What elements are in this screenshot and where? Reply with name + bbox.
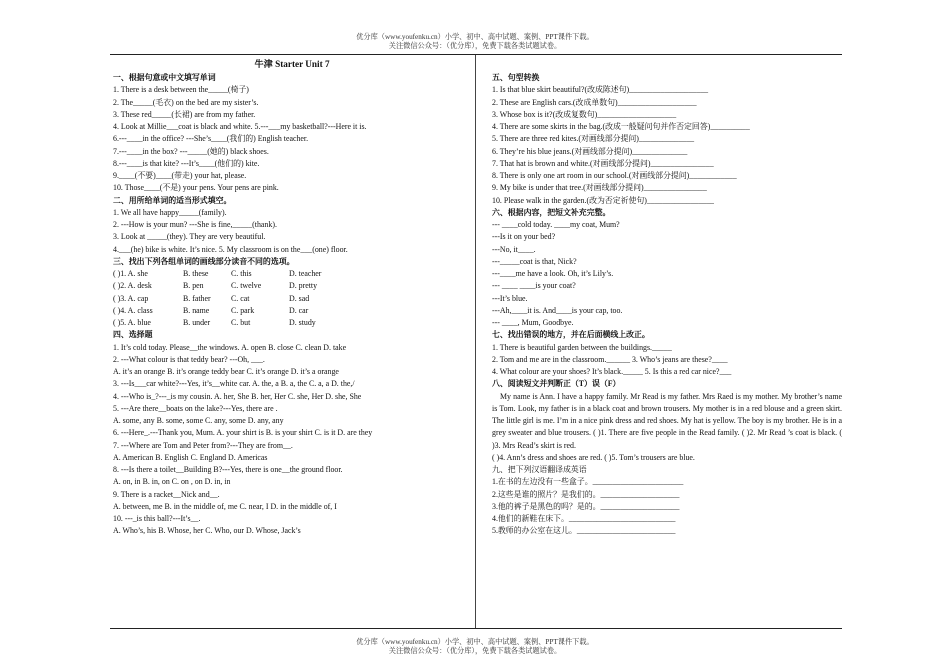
question-line: 5. There are three red kites.(对画线部分提问)______________ <box>492 134 695 144</box>
question-line: A. some, any B. some, some C. any, some D. any, any <box>113 416 284 425</box>
translation-line: 5.教师的办公室在这儿。_________________________ <box>492 526 676 536</box>
column-divider <box>475 55 476 628</box>
phonics-option: D. study <box>289 318 316 327</box>
question-line: 1. We all have happy_____(family). <box>113 207 227 217</box>
phonics-option: ( )3. A. cap <box>113 293 149 303</box>
phonics-option: C. cat <box>231 293 250 303</box>
phonics-option: ( )4. A. class <box>113 305 153 315</box>
section-7-title: 七、找出错误的地方，并在后面横线上改正。 <box>492 330 650 340</box>
dialogue-line: ---_____coat is that, Nick? <box>492 256 577 266</box>
phonics-option: ( )2. A. desk <box>113 281 152 291</box>
phonics-row <box>113 280 471 292</box>
phonics-option: ( )1. A. she <box>113 269 148 278</box>
question-line: 2. Tom and me are in the classroom.______ 3. Who’s jeans are these?____ <box>492 354 728 364</box>
question-line: 7. That hat is brown and white.(对画线部分提问)________________ <box>492 158 714 168</box>
question-line: 3. ---Is___car white?---Yes, it’s__white car. A. the, a B. a, the C. a, a D. the,/ <box>113 379 355 389</box>
question-line: 9. My bike is under that tree.(对画线部分提问)________________ <box>492 183 707 193</box>
question-line: 9.____(不要)____(带走) your hat, please. <box>113 171 247 180</box>
question-line: 8.---____is that kite? ---It’s____(他们的) kite. <box>113 158 260 168</box>
reading-passage: My name is Ann. I have a happy family. Mr Read is my father. Mrs Raed is my mother. My brother’s name is Tom. Look, my father is in a black coat and brown trousers. My mother is in a red blouse and a green skirt. The little girl is me. I’m in a nice pink dress and red shoes. My hat is yellow. The boy is my brother. He is in a grey sweater and blue trousers. ( )1. There are five people in the Read family. ( )2. Mr Read ’s coat is black. ( )3. Mrs Read’s skirt is red. <box>492 391 842 450</box>
section-5-title: 五、句型转换 <box>492 73 540 82</box>
phonics-option: D. pretty <box>289 281 318 291</box>
section-5-list <box>492 84 842 207</box>
page-header <box>0 33 950 51</box>
question-line: 8. There is only one art room in our school.(对画线部分提问)____________ <box>492 171 737 180</box>
question-line: 2. These are English cars.(改成单数句)____________________ <box>492 97 697 107</box>
section-1-list <box>113 84 471 194</box>
phonics-option: B. name <box>183 305 210 315</box>
question-line: 10. Please walk in the garden.(改为否定祈使句)_________________ <box>492 195 715 205</box>
footer-rule <box>110 628 842 629</box>
dialogue-line: --- ____ ____is your coat? <box>492 281 576 291</box>
question-line: 1. Is that blue skirt beautiful?(改成陈述句)____________________ <box>492 85 709 95</box>
translation-line: 1.在书的左边没有一些盒子。_______________________ <box>492 477 684 487</box>
question-line: 8. ---Is there a toilet__Building B?---Yes, there is one__the ground floor. <box>113 465 343 474</box>
question-line: A. on, in B. in, on C. on , on D. in, in <box>113 477 231 487</box>
header-line-2: 关注微信公众号：（优分库），免费下载各类试题试卷。 <box>388 42 562 50</box>
question-line: 3. Look at _____(they). They are very beautiful. <box>113 232 266 242</box>
phonics-option: D. car <box>289 305 309 315</box>
phonics-option: C. this <box>231 269 252 278</box>
question-line: 2. The_____(毛衣) on the bed are my sister’s. <box>113 97 259 107</box>
question-line: 1. It’s cold today. Please__the windows. A. open B. close C. clean D. take <box>113 342 347 352</box>
question-line: A. American B. English C. England D. Americas <box>113 452 268 462</box>
section-6-title: 六、根据内容，把短文补充完整。 <box>492 207 611 217</box>
question-line: 1. There is beautiful garden between the buildings._____ <box>492 342 672 352</box>
section-2-title: 二、用所给单词的适当形式填空。 <box>113 195 232 205</box>
section-2-list <box>113 207 471 256</box>
footer-line-1: 优分库（www.youfenku.cn）小学、初中、高中试题、案例、PPT课件下载。 <box>356 638 594 646</box>
section-1-title: 一、根据句意或中文填写单词 <box>113 73 216 82</box>
phonics-option: D. teacher <box>289 269 322 278</box>
section-3-list <box>113 268 471 329</box>
question-line: 6. They’re his blue jeans.(对画线部分提问)______________ <box>492 146 688 156</box>
dialogue-line: ---It’s blue. <box>492 293 528 303</box>
question-line: A. it’s an orange B. it’s orange teddy bear C. it’s orange D. it’s a orange <box>113 367 339 376</box>
question-line: 7.---____in the box? ---_____(她的) black shoes. <box>113 146 269 156</box>
question-line: 1. There is a desk between the_____(椅子) <box>113 85 249 95</box>
page-footer <box>0 638 950 656</box>
phonics-option: ( )5. A. blue <box>113 318 151 327</box>
reading-tail: ( )4. Ann’s dress and shoes are red. ( )5. Tom’s trousers are blue. <box>492 452 695 462</box>
translation-line: 2.这些是谁的照片？是我们的。____________________ <box>492 489 680 499</box>
phonics-option: B. pen <box>183 281 204 291</box>
question-line: 10. Those____(不是) your pens. Your pens are pink. <box>113 183 279 193</box>
section-9-title: 九、把下列汉语翻译成英语 <box>492 465 587 474</box>
dialogue-line: ---Ah,____it is. And____is your cap, too. <box>492 305 623 315</box>
question-line: 7. ---Where are Tom and Peter from?---They are from__. <box>113 440 293 450</box>
section-4-title: 四、选择题 <box>113 330 153 340</box>
phonics-option: C. but <box>231 318 251 327</box>
section-9-list <box>492 476 842 537</box>
section-6-list <box>492 219 842 329</box>
phonics-option: B. these <box>183 269 209 278</box>
question-line: 4. There are some skirts in the bag.(改成一般疑问句并作否定回答)__________ <box>492 122 750 131</box>
phonics-row <box>113 317 471 329</box>
phonics-option: B. under <box>183 318 211 327</box>
dialogue-line: ---____me have a look. Oh, it’s Lily’s. <box>492 269 614 278</box>
section-4-list <box>113 342 471 538</box>
phonics-option: D. sad <box>289 293 310 303</box>
dialogue-line: ---Is it on your bed? <box>492 232 556 242</box>
question-line: 10. ---_is this ball?---It’s__. <box>113 514 201 523</box>
question-line: 3. These red_____(长裙) are from my father. <box>113 109 256 119</box>
question-line: 4. Look at Millie___coat is black and white. 5.---___my basketball?---Here it is. <box>113 122 367 131</box>
question-line: 2. ---What colour is that teddy bear? ---Oh, ___. <box>113 354 265 364</box>
translation-line: 4.他们的新鞋在床下。___________________________ <box>492 514 676 523</box>
phonics-row <box>113 293 471 305</box>
question-line: 2. ---How is your mun? ---She is fine,_____(thank). <box>113 220 277 229</box>
footer-line-2: 关注微信公众号：（优分库），免费下载各类试题试卷。 <box>388 647 562 655</box>
question-line: 6.---____in the office? ---She’s____(我们的) English teacher. <box>113 134 309 144</box>
left-column <box>113 72 471 538</box>
question-line: 5. ---Are there__boats on the lake?---Yes, there are . <box>113 403 278 413</box>
question-line: 4. ---Who is_?---_is my cousin. A. her, She B. her, Her C. she, Her D. she, She <box>113 391 362 401</box>
question-line: 4. What colour are your shoes? It’s black._____ 5. Is this a red car nice?___ <box>492 367 732 376</box>
phonics-row <box>113 268 471 280</box>
question-line: A. Who’s, his B. Whose, her C. Who, our D. Whose, Jack’s <box>113 526 301 536</box>
phonics-option: B. father <box>183 293 211 303</box>
page-title: 牛津 Starter Unit 7 <box>254 59 330 69</box>
translation-line: 3.他的裤子是黑色的吗？是的。____________________ <box>492 501 680 511</box>
dialogue-line: --- ____cold today. ____my coat, Mum? <box>492 220 620 229</box>
phonics-option: C. park <box>231 305 255 315</box>
phonics-option: C. twelve <box>231 281 262 291</box>
section-3-title: 三、找出下列各组单词的画线部分读音不同的选项。 <box>113 256 295 266</box>
title-wrap <box>113 58 471 71</box>
header-rule <box>110 54 842 55</box>
question-line: 4.___(he) bike is white. It’s nice. 5. My classroom is on the___(one) floor. <box>113 244 348 254</box>
right-column <box>492 72 842 538</box>
dialogue-line: --- ____, Mum, Goodbye. <box>492 318 574 327</box>
phonics-row <box>113 305 471 317</box>
dialogue-line: ---No, it____. <box>492 244 536 254</box>
question-line: 3. Whose box is it?(改成复数句)____________________ <box>492 109 677 119</box>
question-line: 9. There is a racket__Nick and__. <box>113 489 220 499</box>
question-line: A. between, me B. in the middle of, me C. near, I D. in the middle of, I <box>113 501 337 511</box>
header-line-1: 优分库（www.youfenku.cn）小学、初中、高中试题、案例、PPT课件下载。 <box>356 33 594 41</box>
section-7-list <box>492 342 842 379</box>
question-line: 6. ---Here_.---Thank you, Mum. A. your shirt is B. is your shirt C. is it D. are they <box>113 428 373 438</box>
section-8-title: 八、阅读短文并判断正（T）误（F） <box>492 379 621 389</box>
